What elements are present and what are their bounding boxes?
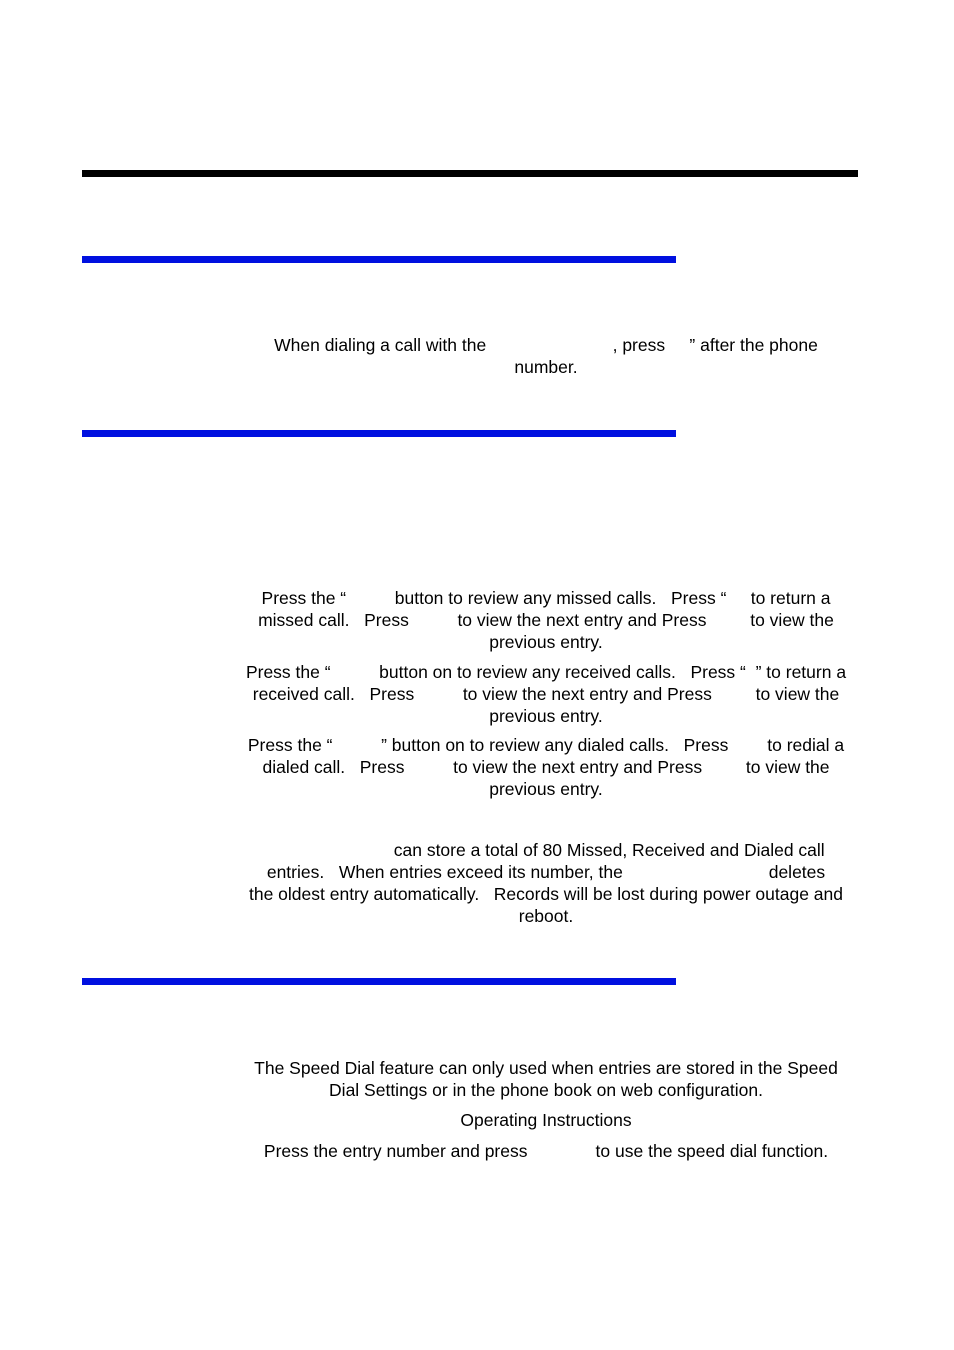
operating-instructions-heading [226, 1109, 866, 1131]
call-log-storage-paragraph [226, 839, 866, 927]
received-calls-paragraph [226, 661, 866, 727]
text-line: dialed call. Press to view the next entry and Press to view the [262, 757, 830, 777]
text-line: can store a total of 80 Missed, Received and Dialed call [267, 840, 825, 860]
text-line: number. [514, 357, 578, 377]
text-line: previous entry. [489, 632, 603, 652]
text-line: the oldest entry automatically. Records will be lost during power outage and [248, 884, 844, 904]
dial-instruction-paragraph [226, 334, 866, 378]
dialed-calls-paragraph [226, 734, 866, 800]
heading-text: Operating Instructions [460, 1110, 632, 1130]
text-line: Press the entry number and press to use the speed dial function. [263, 1141, 829, 1161]
section-rule-3 [82, 978, 676, 985]
text-line: missed call. Press to view the next entry and Press to view the [258, 610, 834, 630]
section-rule-2 [82, 430, 676, 437]
top-rule [82, 170, 858, 177]
text-line: Dial Settings or in the phone book on web configuration. [329, 1080, 763, 1100]
text-line: The Speed Dial feature can only used when entries are stored in the Speed [254, 1058, 838, 1078]
missed-calls-paragraph [226, 587, 866, 653]
speed-dial-instruction [226, 1140, 866, 1162]
section-rule-1 [82, 256, 676, 263]
text-line: Press the “ button to review any missed calls. Press “ to return a [261, 588, 831, 608]
text-line: Press the “ ” button on to review any dialed calls. Press to redial a [247, 735, 845, 755]
speed-dial-intro-paragraph [226, 1057, 866, 1101]
text-line: reboot. [518, 906, 574, 926]
text-line: entries. When entries exceed its number, the deletes [266, 862, 826, 882]
text-line: previous entry. [489, 706, 603, 726]
text-line: previous entry. [489, 779, 603, 799]
text-line: When dialing a call with the , press ” after the phone [274, 335, 818, 355]
text-line: Press the “ button on to review any received calls. Press “ ” to return a [245, 662, 847, 682]
text-line: received call. Press to view the next entry and Press to view the [252, 684, 840, 704]
